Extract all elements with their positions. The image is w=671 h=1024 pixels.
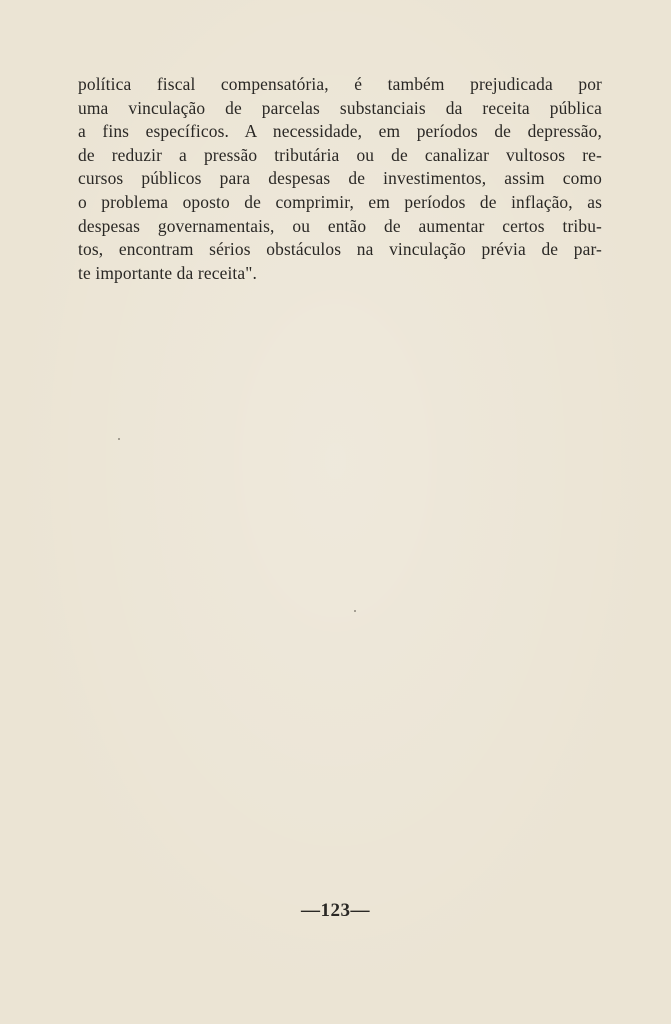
text-line: uma vinculação de parcelas substanciais da receita pública bbox=[78, 97, 602, 118]
text-line: o problema oposto de comprimir, em períodos de inflação, as bbox=[78, 191, 602, 212]
text-line: a fins específicos. A necessidade, em períodos de depressão, bbox=[78, 121, 602, 142]
body-paragraph bbox=[78, 73, 602, 285]
text-line: tos, encontram sérios obstáculos na vinculação prévia de par- bbox=[78, 239, 602, 260]
text-line: de reduzir a pressão tributária ou de canalizar vultosos re- bbox=[78, 144, 602, 165]
paper-speck bbox=[118, 438, 120, 440]
page-number: —123— bbox=[301, 900, 370, 921]
text-line: política fiscal compensatória, é também prejudicada por bbox=[78, 74, 602, 94]
text-line: cursos públicos para despesas de investimentos, assim como bbox=[78, 168, 602, 189]
text-line: despesas governamentais, ou então de aumentar certos tribu- bbox=[78, 215, 602, 236]
text-line: te importante da receita". bbox=[78, 262, 258, 283]
paper-speck bbox=[354, 610, 356, 612]
